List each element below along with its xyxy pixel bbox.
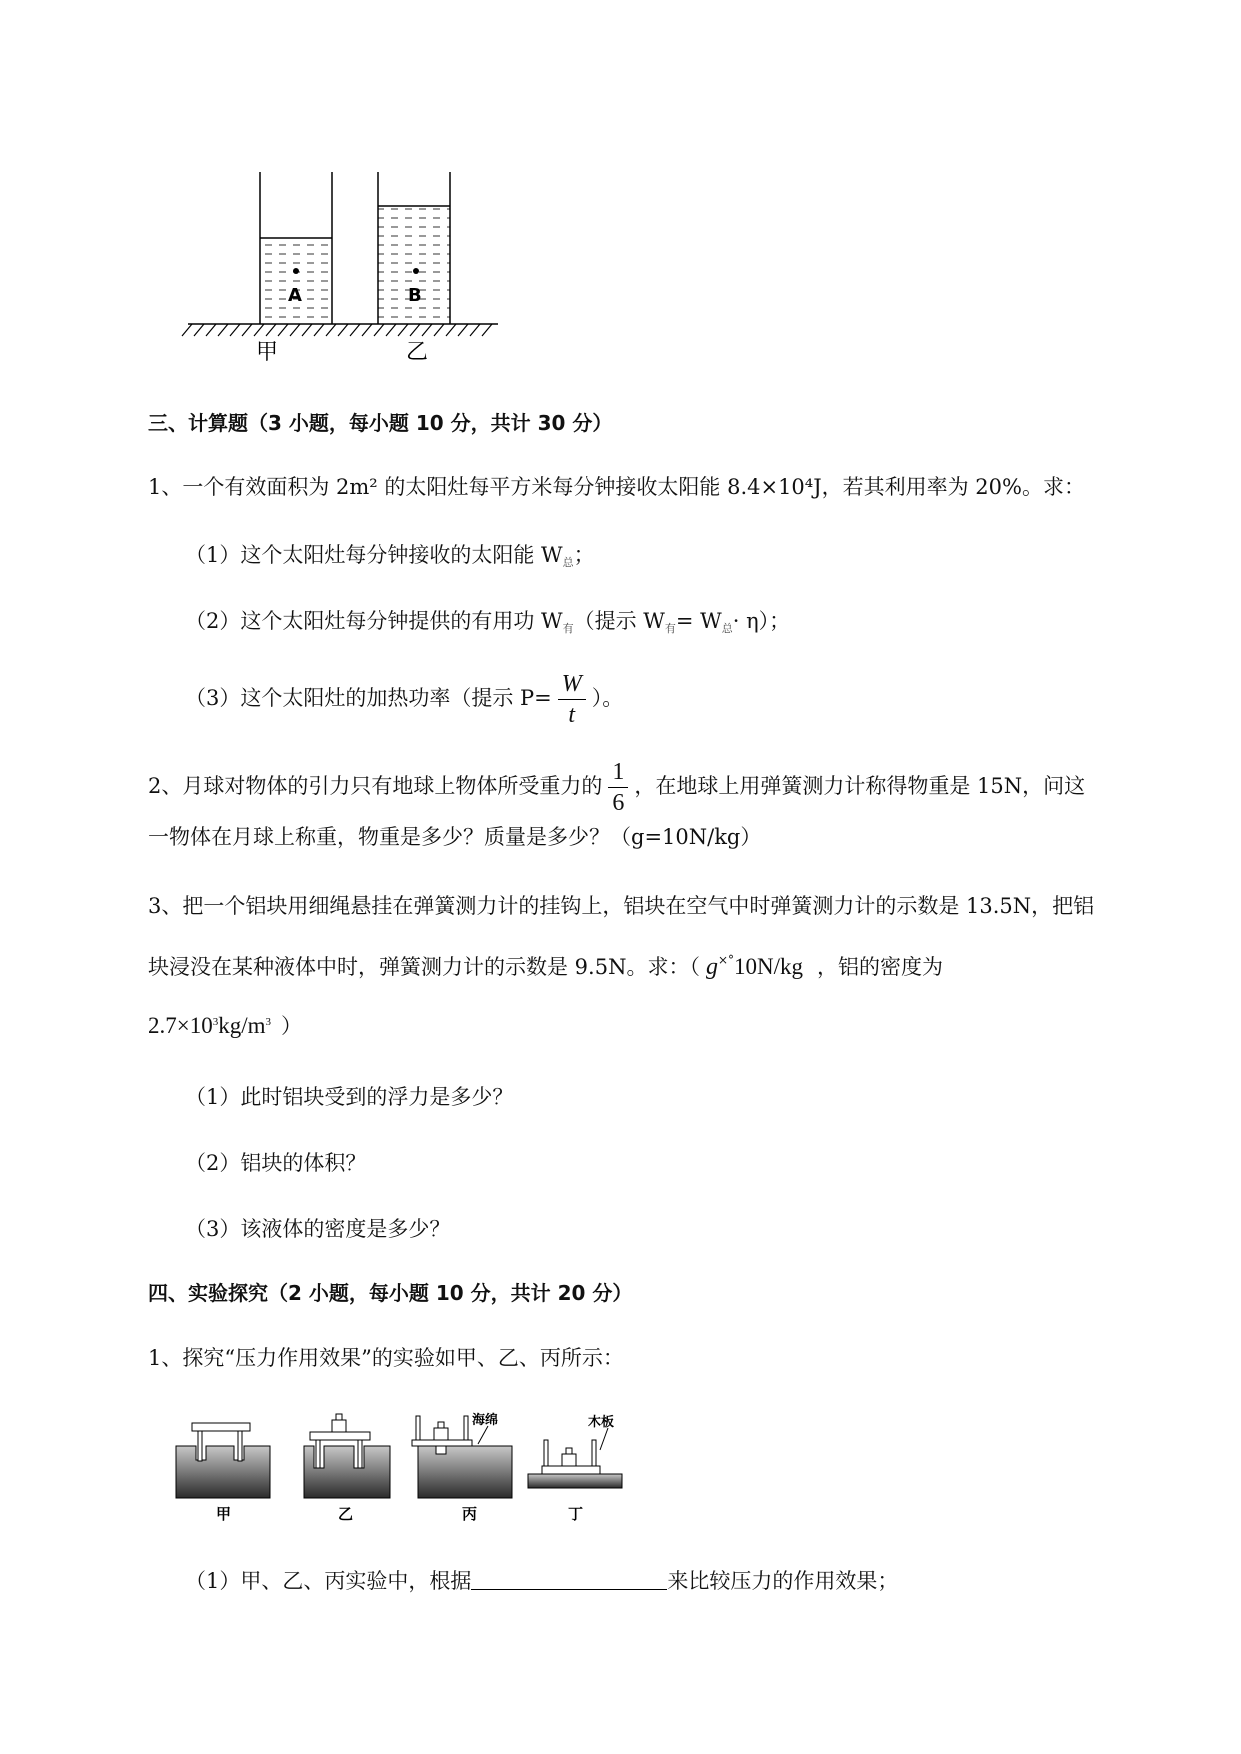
q1-part1: （1）这个太阳灶每分钟接收的太阳能 $W_总$； — [185, 543, 595, 569]
s4-q1-stem: 1、探究“压力作用效果”的实验如甲、乙、丙所示： — [148, 1346, 624, 1370]
svg-text:甲: 甲 — [256, 340, 279, 365]
pressure-experiment-figure — [172, 1408, 672, 1528]
svg-text:丁: 丁 — [568, 1505, 584, 1523]
beakers-figure — [180, 160, 510, 365]
svg-text:海绵: 海绵 — [472, 1413, 499, 1428]
q3-density: $2.7\times 10^3kg/m^3$ ） — [148, 1013, 303, 1038]
setup-jia — [176, 1423, 270, 1523]
svg-text:甲: 甲 — [216, 1505, 232, 1523]
section-heading-3: 三、计算题（3 小题，每小题 10 分，共计 30 分） — [148, 411, 613, 435]
setup-bing — [412, 1412, 512, 1523]
svg-text:木板: 木板 — [588, 1415, 615, 1430]
q1-part2: （2）这个太阳灶每分钟提供的有用功 $W_有$（提示 $W_有= W_总\cdot \eta$）； — [185, 609, 791, 635]
answer-blank[interactable] — [471, 1569, 667, 1590]
section-heading-4: 四、实验探究（2 小题，每小题 10 分，共计 20 分） — [148, 1281, 633, 1305]
power-fraction: $\frac{W}{t}$ — [558, 669, 586, 730]
setup-yi — [304, 1414, 390, 1523]
svg-text:A: A — [288, 285, 302, 306]
svg-text:乙: 乙 — [406, 340, 429, 365]
q1-stem: 1、一个有效面积为 2m² 的太阳灶每平方米每分钟接收太阳能 8.4×10⁴J，若其利用率为 20%。求： — [148, 475, 1085, 499]
setup-ding — [528, 1414, 622, 1523]
ground-hatch — [182, 324, 492, 336]
q3-line1: 3、把一个铝块用细绳悬挂在弹簧测力计的挂钩上，铝块在空气中时弹簧测力计的示数是 13.5N，把铝 — [148, 894, 1095, 918]
q3-part1: （1）此时铝块受到的浮力是多少？ — [185, 1085, 514, 1109]
beaker-a — [260, 172, 332, 324]
q2-line2: 一物体在月球上称重，物重是多少？质量是多少？（g=10N/kg） — [148, 825, 762, 849]
q2-line1: 2、月球对物体的引力只有地球上物体所受重力的 $\frac{1}{6}$ ，在地球上用弹簧测力计称得物重是 15N，问这 — [148, 759, 1086, 816]
beaker-b — [378, 172, 450, 324]
q1-part3: （3）这个太阳灶的加热功率（提示 P= $\frac{W}{t}$ ）。 — [185, 671, 624, 728]
one-sixth-fraction: $\frac{1}{6}$ — [608, 757, 628, 818]
svg-text:乙: 乙 — [338, 1505, 354, 1523]
q3-part2: （2）铝块的体积？ — [185, 1151, 367, 1175]
svg-text:B: B — [408, 285, 422, 306]
q3-part3: （3）该液体的密度是多少？ — [185, 1217, 451, 1241]
q3-line2: 块浸没在某种液体中时，弹簧测力计的示数是 9.5N。求：（ g×°10N/kg ，铝的密度为 — [148, 953, 944, 980]
svg-text:丙: 丙 — [462, 1505, 478, 1523]
s4-q1-part1: （1）甲、乙、丙实验中，根据 来比较压力的作用效果； — [185, 1569, 899, 1593]
